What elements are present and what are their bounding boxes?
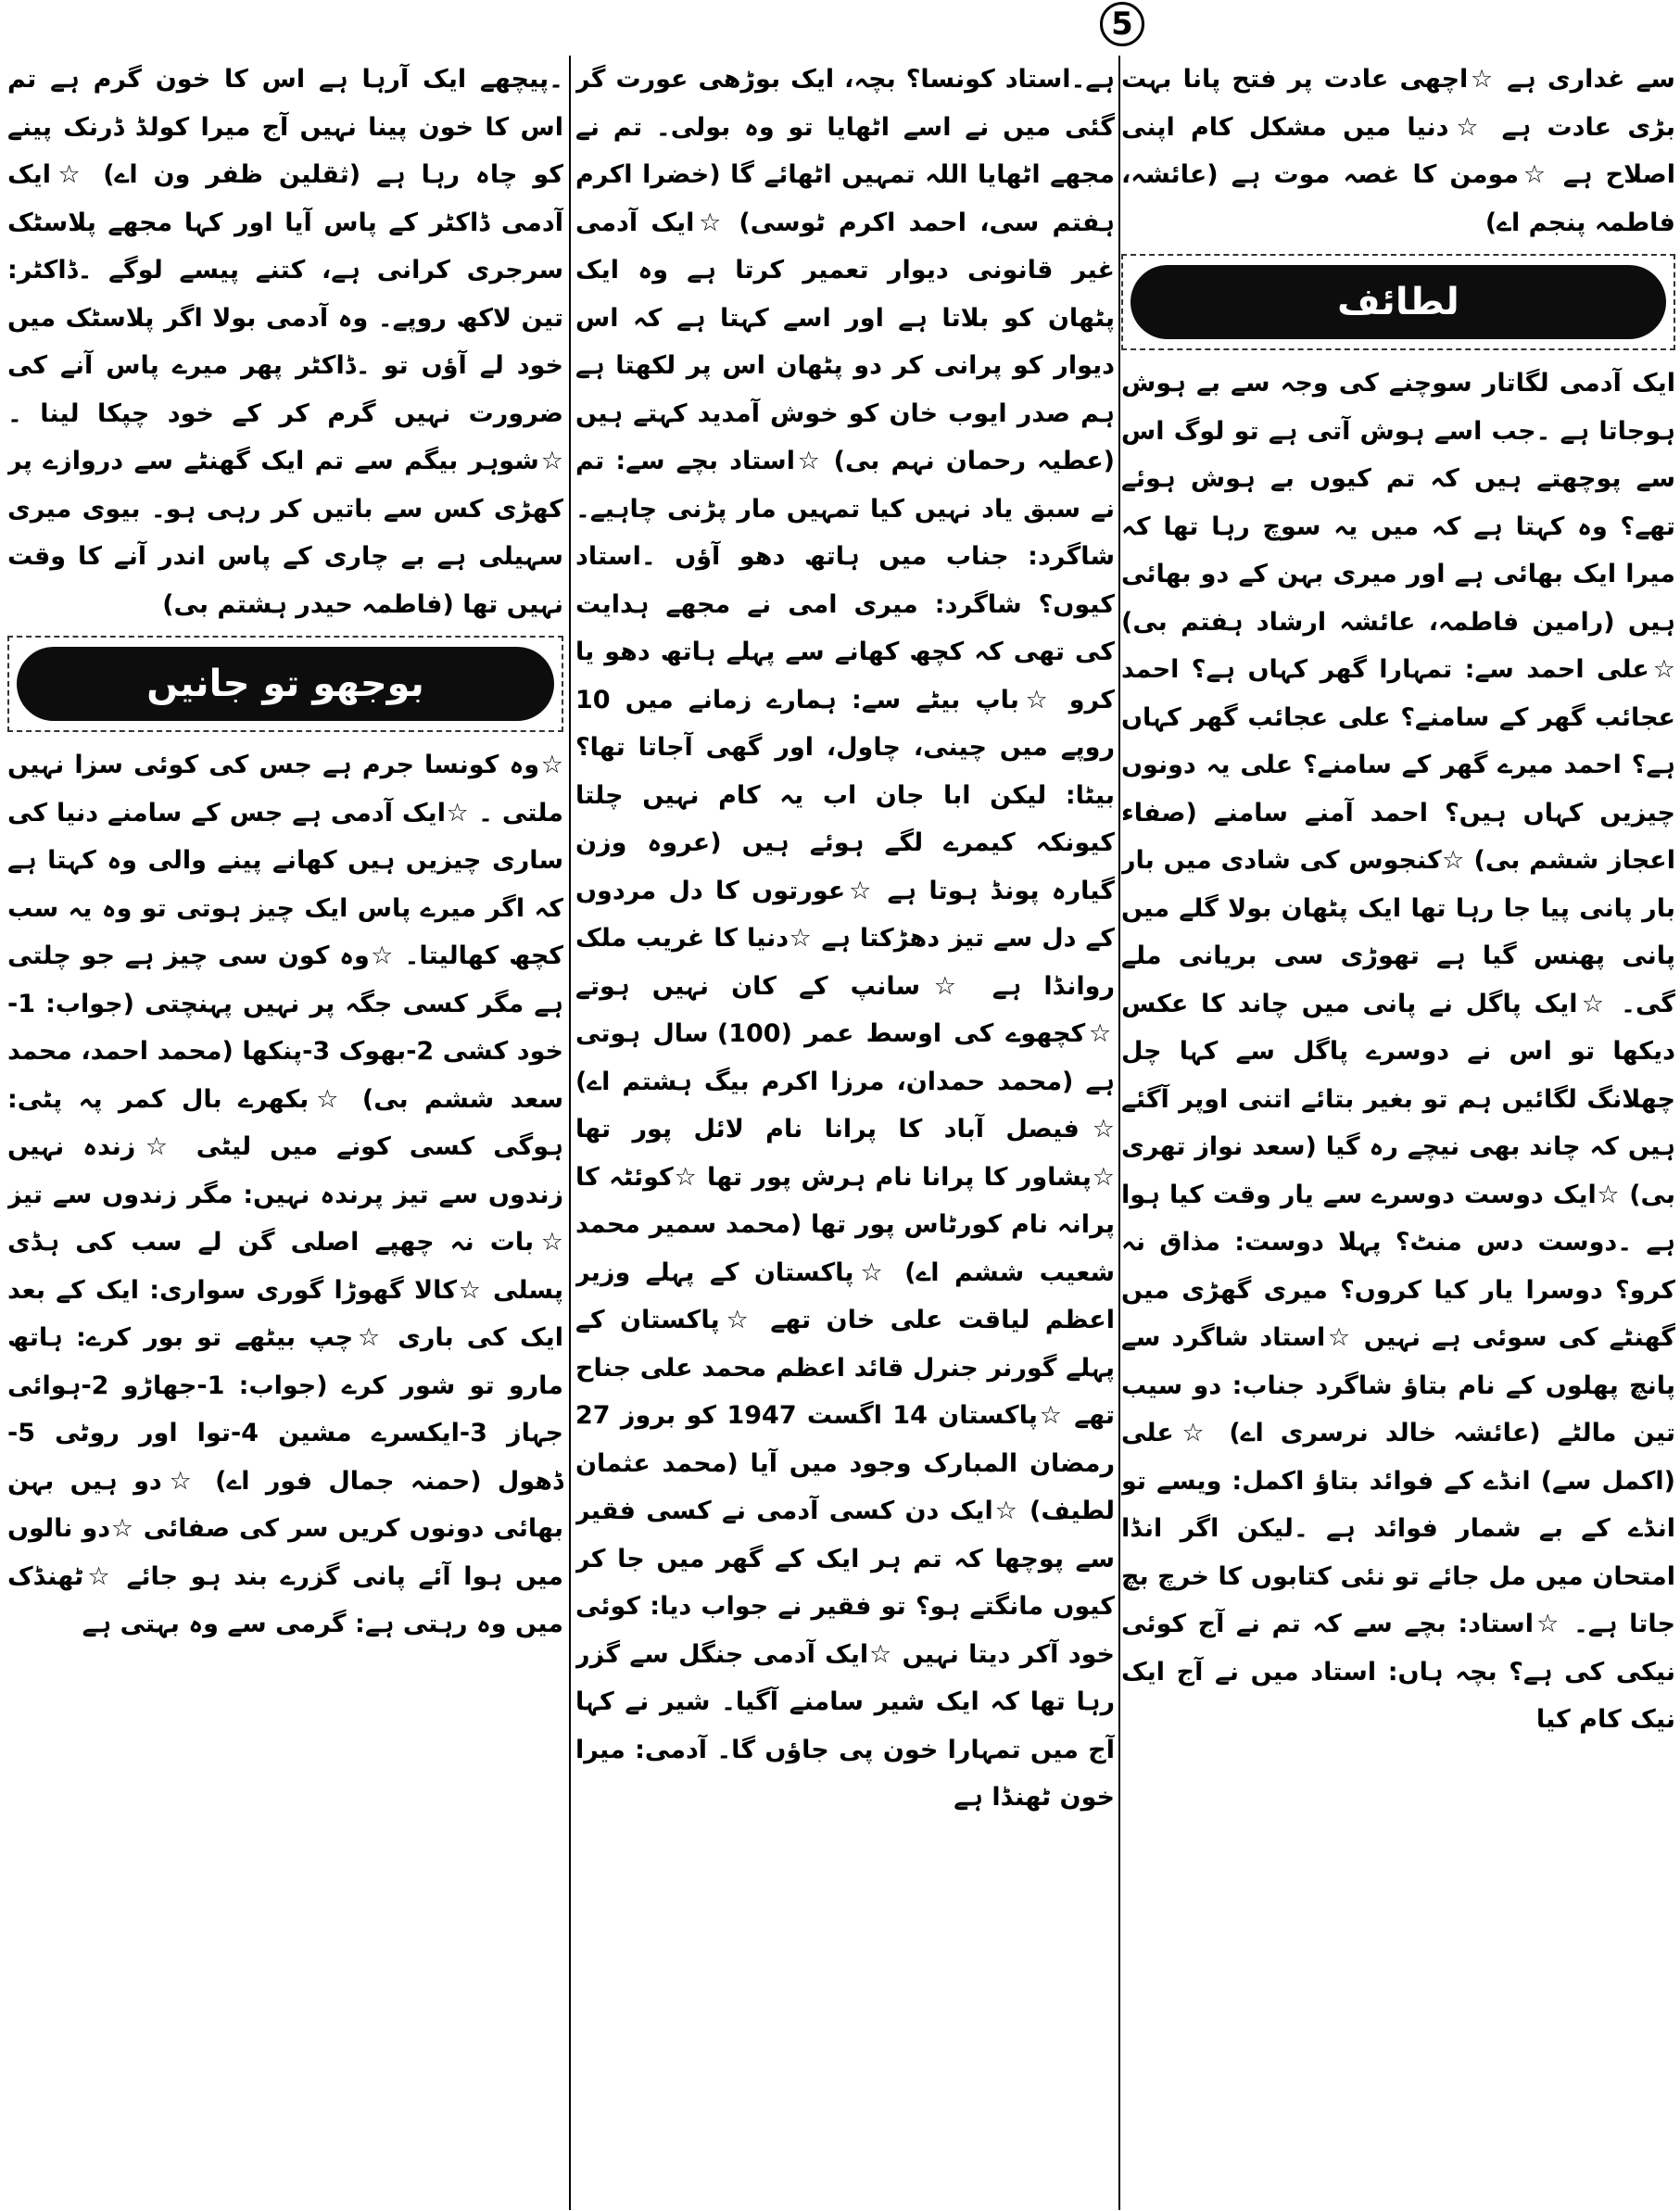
middle-column (575, 56, 1115, 2205)
left-column (7, 56, 563, 2205)
middle-column-body: ہے۔استاد کونسا؟ بچہ، ایک بوڑھی عورت گر گئی میں نے اسے اٹھایا تو وہ بولی۔ تم نے مجھے اٹھایا اللہ تمہیں اٹھائے گا (خضرا اکرم ہفتم سی، احمد اکرم ٹوسی) ☆ایک آدمی غیر قانونی دیوار تعمیر کرتا ہے وہ ایک پٹھان کو بلاتا ہے اور اسے کہتا ہے کہ اس دیوار کو پرانی کر دو پٹھان اس پر لکھتا ہے ہم صدر ایوب خان کو خوش آمدید کہتے ہیں (عطیہ رحمان نہم بی) ☆استاد بچے سے: تم نے سبق یاد نہیں کیا تمہیں مار پڑنی چاہیے۔ شاگرد: جناب میں ہاتھ دھو آؤں ۔استاد کیوں؟ شاگرد: میری امی نے مجھے ہدایت کی تھی کہ کچھ کھانے سے پہلے ہاتھ دھو یا کرو ☆باپ بیٹے سے: ہمارے زمانے میں 10 روپے میں چینی، چاول، اور گھی آجاتا تھا؟ بیٹا: لیکن ابا جان اب یہ کام نہیں چلتا کیونکہ کیمرے لگے ہوئے ہیں (عروہ وزن گیارہ پونڈ ہوتا ہے ☆عورتوں کا دل مردوں کے دل سے تیز دھڑکتا ہے ☆دنیا کا غریب ملک روانڈا ہے ☆سانپ کے کان نہیں ہوتے ☆کچھوے کی اوسط عمر (100) سال ہوتی ہے (محمد حمدان، مرزا اکرم بیگ ہشتم اے) ☆فیصل آباد کا پرانا نام لائل پور تھا ☆پشاور کا پرانا نام ہرش پور تھا ☆کوئٹہ کا پرانہ نام کورٹاس پور تھا (محمد سمیر محمد شعیب ششم اے) ☆پاکستان کے پہلے وزیر اعظم لیاقت علی خان تھے ☆پاکستان کے پہلے گورنر جنرل قائد اعظم محمد علی جناح تھے ☆پاکستان 14 اگست 1947 کو بروز 27 رمضان المبارک وجود میں آیا (محمد عثمان لطیف) ☆ایک دن کسی آدمی نے کسی فقیر سے پوچھا کہ تم ہر ایک کے گھر میں جا کر کیوں مانگتے ہو؟ تو فقیر نے جواب دیا: کوئی خود آکر دیتا نہیں ☆ایک آدمی جنگل سے گزر رہا تھا کہ ایک شیر سامنے آگیا۔ شیر نے کہا آج میں تمہارا خون پی جاؤں گا۔ آدمی: میرا خون ٹھنڈا ہے (575, 65, 1115, 1812)
right-column-intro: سے غداری ہے ☆اچھی عادت پر فتح پانا بہت بڑی عادت ہے ☆دنیا میں مشکل کام اپنی اصلاح ہے ☆مومن کا غصہ موت ہے (عائشہ، فاطمہ پنجم اے) (1121, 65, 1675, 237)
page-number: 5 (1100, 2, 1144, 46)
column-divider (569, 56, 571, 2210)
riddles-heading: بوجھو تو جانیں (17, 647, 554, 721)
column-divider (1118, 56, 1120, 2210)
right-column (1121, 56, 1675, 2205)
right-column-body: ایک آدمی لگاتار سوچنے کی وجہ سے بے ہوش ہوجاتا ہے ۔جب اسے ہوش آتی ہے تو لوگ اس سے پوچھتے ہیں کہ تم کیوں بے ہوش ہوئے تھے؟ وہ کہتا ہے کہ میں یہ سوچ رہا تھا کہ میرا ایک بھائی ہے اور میری بہن کے دو بھائی ہیں (رامین فاطمہ، عائشہ ارشاد ہفتم بی) ☆علی احمد سے: تمہارا گھر کہاں ہے؟ احمد عجائب گھر کے سامنے؟ علی عجائب گھر کہاں ہے؟ احمد میرے گھر کے سامنے؟ علی یہ دونوں چیزیں کہاں ہیں؟ احمد آمنے سامنے (صفاء اعجاز ششم بی) ☆کنجوس کی شادی میں بار بار پانی پیا جا رہا تھا ایک پٹھان بولا گلے میں پانی پھنس گیا ہے تھوڑی سی بریانی ملے گی۔ ☆ایک پاگل نے پانی میں چاند کا عکس دیکھا تو اس نے دوسرے پاگل سے کہا چل چھلانگ لگائیں ہم تو بغیر بتائے اتنی اوپر آگئے ہیں کہ چاند بھی نیچے رہ گیا (سعد نواز تھری بی) ☆ایک دوست دوسرے سے یار وقت کیا ہوا ہے ۔دوست دس منٹ؟ پہلا دوست: مذاق نہ کرو؟ دوسرا یار کیا کروں؟ میری گھڑی میں گھنٹے کی سوئی ہے نہیں ☆استاد شاگرد سے پانچ پھلوں کے نام بتاؤ شاگرد جناب: دو سیب تین مالٹے (عائشہ خالد نرسری اے) ☆علی (اکمل سے) انڈے کے فوائد بتاؤ اکمل: ویسے تو انڈے کے بے شمار فوائد ہے ۔لیکن اگر انڈا امتحان میں مل جائے تو نئی کتابوں کا خرچ بچ جاتا ہے۔ ☆استاد: بچے سے کہ تم نے آج کوئی نیکی کی ہے؟ بچہ ہاں: استاد میں نے آج ایک نیک کام کیا (1121, 369, 1675, 1734)
riddles-heading-frame (7, 636, 563, 732)
left-column-intro: ۔پیچھے ایک آرہا ہے اس کا خون گرم ہے تم اس کا خون پینا نہیں آج میرا کولڈ ڈرنک پینے کو چاہ رہا ہے (ثقلین ظفر ون اے) ☆ایک آدمی ڈاکٹر کے پاس آیا اور کہا مجھے پلاسٹک سرجری کرانی ہے، کتنے پیسے لوگے ۔ڈاکٹر: تین لاکھ روپے۔ وہ آدمی بولا اگر پلاسٹک میں خود لے آؤں تو ۔ڈاکٹر پھر میرے پاس آنے کی ضرورت نہیں گرم کر کے خود چپکا لینا ۔ ☆شوہر بیگم سے تم ایک گھنٹے سے دروازے پر کھڑی کس سے باتیں کر رہی ہو۔ بیوی میری سہیلی ہے بے چاری کے پاس اندر آنے کا وقت نہیں تھا (فاطمہ حیدر ہشتم بی) (7, 65, 563, 619)
lataif-heading: لطائف (1131, 265, 1666, 339)
left-column-body: ☆وہ کونسا جرم ہے جس کی کوئی سزا نہیں ملتی ۔ ☆ایک آدمی ہے جس کے سامنے دنیا کی ساری چیزیں ہیں کھانے پینے والی وہ کہتا ہے کہ اگر میرے پاس ایک چیز ہوتی تو وہ یہ سب کچھ کھالیتا۔ ☆وہ کون سی چیز ہے جو چلتی ہے مگر کسی جگہ پر نہیں پہنچتی (جواب: 1-خود کشی 2-بھوک 3-پنکھا (محمد احمد، محمد سعد ششم بی) ☆بکھرے بال کمر پہ پٹی: ہوگی کسی کونے میں لیٹی ☆زندہ نہیں زندوں سے تیز پرندہ نہیں: مگر زندوں سے تیز ☆بات نہ چھپے اصلی گن لے سب کی ہڈی پسلی ☆کالا گھوڑا گوری سواری: ایک کے بعد ایک کی باری ☆چپ بیٹھے تو بور کرے: ہاتھ مارو تو شور کرے (جواب: 1-جھاڑو 2-ہوائی جہاز 3-ایکسرے مشین 4-توا اور روٹی 5-ڈھول (حمنہ جمال فور اے) ☆دو ہیں بہن بھائی دونوں کریں سر کی صفائی ☆دو نالوں میں ہوا آئے پانی گزرے بند ہو جائے ☆ٹھنڈک میں وہ رہتی ہے: گرمی سے وہ بہتی ہے (7, 751, 563, 1638)
lataif-heading-frame (1121, 254, 1675, 350)
